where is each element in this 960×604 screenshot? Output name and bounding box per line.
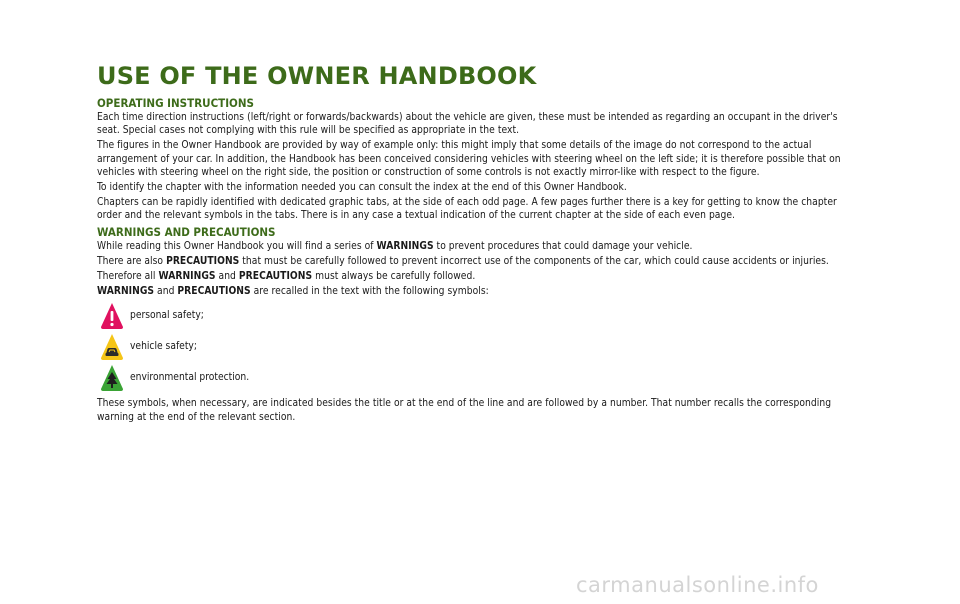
handbook-page — [97, 62, 857, 426]
precautions-keyword: PRECAUTIONS — [238, 271, 313, 283]
operating-instructions-heading: OPERATING INSTRUCTIONS — [97, 96, 254, 110]
warnings-keyword: WARNINGS — [158, 271, 216, 283]
warnings-keyword: WARNINGS — [97, 286, 155, 298]
precautions-keyword: PRECAUTIONS — [166, 255, 240, 267]
precautions-keyword: PRECAUTIONS — [177, 286, 251, 298]
vehicle-safety-icon — [100, 333, 124, 361]
warnings-paragraph-4: WARNINGS and PRECAUTIONS are recalled in the text with the following symbols: — [97, 286, 489, 298]
operating-paragraph-1: Each time direction instructions (left/right or forwards/backwards) about the vehicle are given, these must be intended as regarding an occupant in the driver's seat. Special cases not complying with this rule will be specified as appropriate in the text. — [97, 112, 838, 137]
warnings-paragraph-2: There are also PRECAUTIONS that must be carefully followed to prevent incorrect use of the components of the car, which could cause accidents or injuries. — [97, 255, 829, 267]
warnings-keyword: WARNINGS — [376, 240, 434, 252]
warnings-precautions-heading: WARNINGS AND PRECAUTIONS — [97, 224, 276, 239]
symbol-label: vehicle safety; — [130, 341, 197, 353]
page-title: USE OF THE OWNER HANDBOOK — [97, 62, 537, 90]
symbol-row-environmental-protection — [100, 362, 857, 393]
operating-paragraph-4: Chapters can be rapidly identified with dedicated graphic tabs, at the side of each odd page. A few pages further there is a key for getting to know the chapter order and the relevant symbols in the tabs. There is in any case a textual indication of the current chapter at the side of each even page. — [97, 197, 837, 222]
closing-paragraph: These symbols, when necessary, are indicated besides the title or at the end of the line and are followed by a number. That number recalls the corresponding warning at the end of the relevant section. — [97, 398, 832, 423]
symbol-row-vehicle-safety — [100, 331, 857, 362]
symbol-row-personal-safety — [100, 300, 857, 331]
operating-paragraph-2: The figures in the Owner Handbook are provided by way of example only: this might imply that some details of the image do not correspond to the actual arrangement of your car. In addition, the Handbook has been conceived considering vehicles with steering wheel on the left side; it is therefore possible that on vehicles with steering wheel on the right side, the position or construction of some controls is not exactly mirror-like with respect to the figure. — [97, 140, 841, 178]
symbol-label: personal safety; — [130, 310, 204, 322]
environmental-protection-icon — [100, 364, 124, 392]
site-watermark: carmanualsonline.info — [576, 573, 819, 597]
warnings-paragraph-1: While reading this Owner Handbook you will find a series of WARNINGS to prevent procedures that could damage your vehicle. — [97, 240, 693, 252]
operating-paragraph-3: To identify the chapter with the information needed you can consult the index at the end of this Owner Handbook. — [97, 182, 627, 194]
warnings-paragraph-3: Therefore all WARNINGS and PRECAUTIONS must always be carefully followed. — [97, 271, 476, 283]
personal-safety-icon — [100, 302, 124, 330]
symbol-label: environmental protection. — [130, 372, 250, 384]
